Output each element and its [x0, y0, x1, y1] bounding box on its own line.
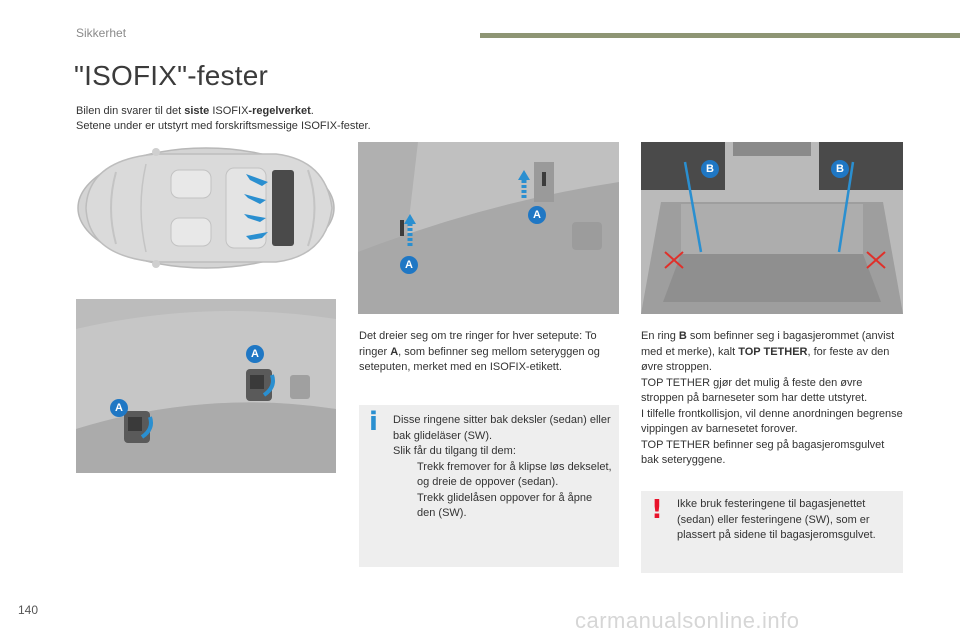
page-number: 140	[18, 603, 39, 617]
info-box	[359, 405, 619, 567]
paragraph-text: som befinner seg i bagasjerommet (anvist med et merke), kalt	[641, 330, 895, 358]
section-label: Sikkerhet	[76, 26, 127, 40]
paragraph-bold-a: A	[390, 345, 399, 358]
paragraph-text: , for feste av den øvre stroppen.	[641, 345, 890, 373]
info-box-bullet	[393, 491, 613, 522]
top-tether-paragraph: I tilfelle frontkollisjon, vil denne anordningen begrense vippingen av barnesetet forover.	[641, 407, 903, 435]
top-tether-text	[641, 329, 903, 469]
paragraph-text: Det dreier seg om tre ringer for hver setepute: To ringer	[359, 330, 597, 358]
label-a-bubble: A	[528, 206, 546, 224]
paragraph-bold-top-tether: TOP TETHER	[738, 345, 808, 358]
label-b-bubble: B	[831, 160, 849, 178]
paragraph-text: , som befinner seg mellom seteryggen og seteputen, merket med en ISOFIX-etikett.	[359, 345, 600, 373]
seat-gap-isofix-svg	[358, 142, 619, 314]
paragraph-text: En ring	[641, 330, 679, 342]
label-a-bubble: A	[110, 399, 128, 417]
paragraph-bold-b: B	[678, 330, 687, 342]
top-tether-paragraph: TOP TETHER gjør det mulig å feste den øvre stroppen på barneseter som har dette utstyret.	[641, 376, 868, 404]
watermark: carmanualsonline.info	[575, 608, 800, 633]
car-top-view-illustration	[76, 142, 336, 274]
bullet-text: Trekk glidelåsen oppover for å åpne den (SW).	[417, 491, 593, 519]
info-box-line: Disse ringene sitter bak deksler (sedan) eller bak glideläser (SW).	[393, 414, 611, 442]
warning-box-text: Ikke bruk festeringene til bagasjenettet (sedan) eller festeringene (SW), som er plassert på sidene til bagasjeromsgulvet.	[677, 498, 876, 541]
info-icon: i	[369, 407, 378, 437]
warning-box	[641, 491, 903, 573]
intro-text-part: Bilen din svarer til det	[76, 105, 185, 117]
top-tether-paragraph	[641, 329, 903, 376]
intro-bold-regelverket: -regelverket	[248, 105, 311, 117]
page-title: "ISOFIX"-fester	[74, 60, 269, 91]
trunk-top-tether-photo	[641, 142, 903, 314]
intro-text-part: .	[310, 105, 314, 117]
header-accent-bar	[480, 33, 960, 38]
intro-text-part: ISOFIX	[209, 105, 249, 117]
rear-seat-isofix-svg	[76, 299, 336, 473]
info-box-bullet	[393, 460, 613, 491]
car-top-view-svg	[76, 142, 336, 274]
bullet-text: Trekk fremover for å klipse løs dekselet, og dreie de oppover (sedan).	[417, 460, 612, 488]
trunk-top-tether-svg	[641, 142, 903, 314]
info-box-line: Slik får du tilgang til dem:	[393, 445, 516, 457]
label-b-bubble: B	[701, 160, 719, 178]
rear-seat-isofix-photo	[76, 299, 336, 473]
warning-icon: !	[651, 495, 663, 525]
intro-text	[76, 104, 371, 134]
label-a-bubble: A	[400, 256, 418, 274]
seat-gap-isofix-photo	[358, 142, 619, 314]
isofix-rings-paragraph	[359, 329, 609, 376]
intro-bold-siste: siste	[184, 105, 210, 117]
info-box-text	[393, 413, 613, 522]
label-a-bubble: A	[246, 345, 264, 363]
top-tether-paragraph: TOP TETHER befinner seg på bagasjeromsgulvet bak seteryggene.	[641, 438, 885, 466]
intro-line-2: Setene under er utstyrt med forskriftsmessige ISOFIX-fester.	[76, 120, 371, 132]
intro-line-1	[76, 104, 371, 119]
